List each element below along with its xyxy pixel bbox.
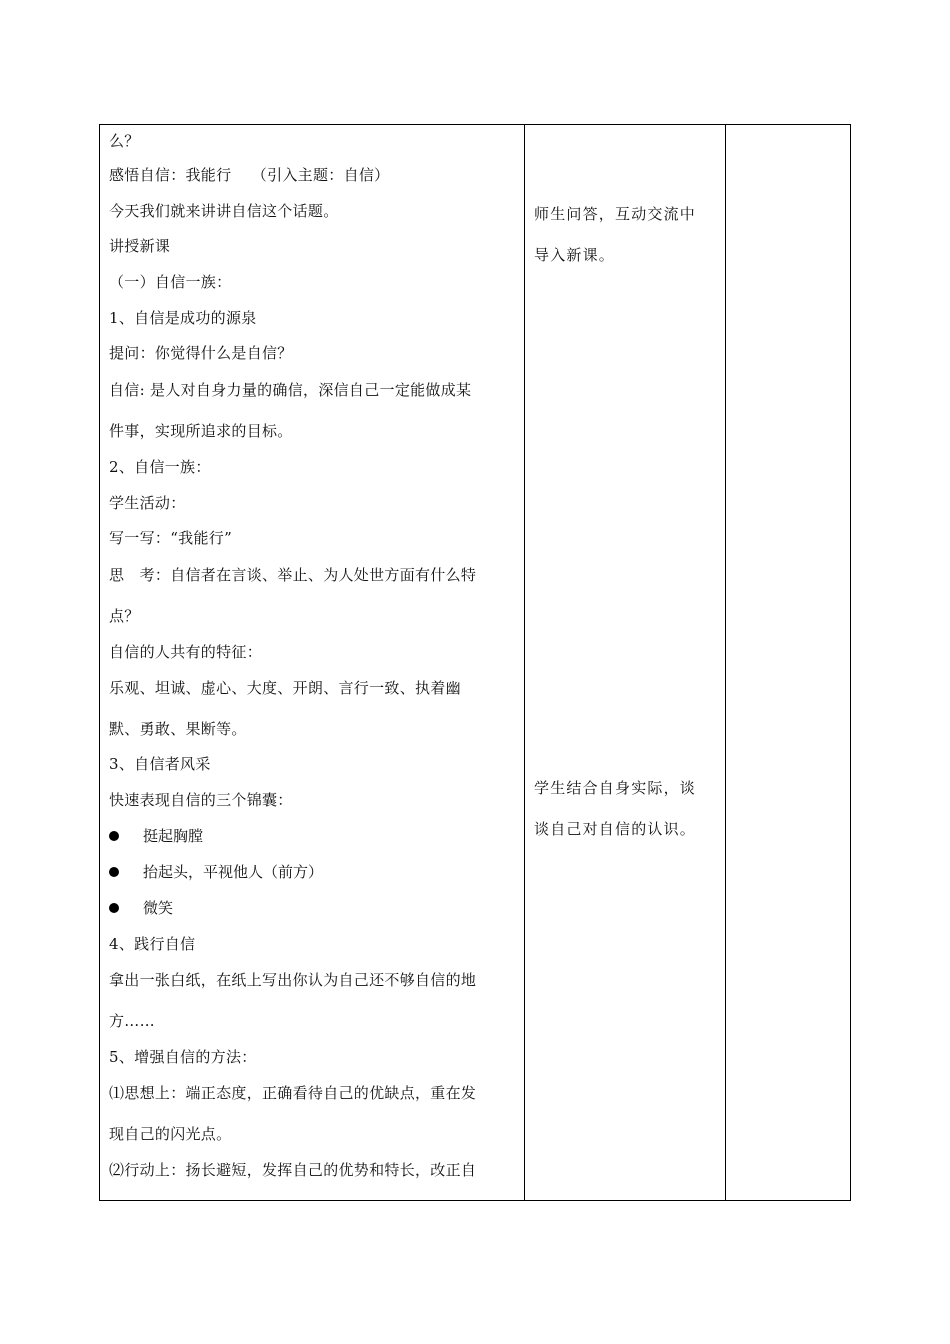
- activity-line: 师生问答，互动交流中: [534, 205, 697, 223]
- content-line: 默、勇敢、果断等。: [109, 720, 247, 738]
- content-line: 件事，实现所追求的目标。: [109, 422, 293, 440]
- content-line: 讲授新课: [109, 237, 171, 255]
- content-line: 现自己的闪光点。: [109, 1125, 232, 1143]
- column-divider: [524, 125, 525, 1200]
- bullet-text: 微笑: [143, 899, 174, 917]
- content-line: 提问：你觉得什么是自信？: [109, 344, 293, 362]
- content-line: 5、增强自信的方法：: [109, 1048, 257, 1066]
- content-line: 思 考：自信者在言谈、举止、为人处世方面有什么特: [109, 566, 477, 584]
- content-line: ⑵行动上：扬长避短，发挥自己的优势和特长，改正自: [109, 1161, 477, 1179]
- content-line: 感悟自信：我能行 （引入主题：自信）: [109, 166, 390, 184]
- content-line: 4、践行自信: [109, 935, 196, 953]
- content-line: 乐观、坦诚、虚心、大度、开朗、言行一致、执着幽: [109, 679, 461, 697]
- content-line: 学生活动：: [109, 494, 186, 512]
- content-line: 自信: 是人对自身力量的确信，深信自己一定能做成某: [109, 381, 472, 399]
- content-line: 拿出一张白纸，在纸上写出你认为自己还不够自信的地: [109, 971, 477, 989]
- content-line: ⑴思想上：端正态度，正确看待自己的优缺点，重在发: [109, 1084, 477, 1102]
- list-item: [109, 862, 323, 882]
- content-line: 点？: [109, 607, 140, 625]
- bullet-icon: [109, 867, 119, 877]
- content-line: 快速表现自信的三个锦囊：: [109, 791, 293, 809]
- bullet-text: 抬起头，平视他人（前方）: [143, 863, 324, 881]
- content-line: 今天我们就来讲讲自信这个话题。: [109, 202, 339, 220]
- content-line: 写一写：“我能行”: [109, 529, 233, 547]
- activity-line: 学生结合自身实际，谈: [534, 779, 697, 797]
- bullet-icon: [109, 903, 119, 913]
- column-divider: [725, 125, 726, 1200]
- content-line: 1、自信是成功的源泉: [109, 309, 257, 327]
- activity-line: 谈自己对自信的认识。: [534, 820, 697, 838]
- bullet-icon: [109, 831, 119, 841]
- list-item: [109, 898, 173, 918]
- lesson-plan-table: [99, 124, 851, 1201]
- list-item: [109, 826, 203, 846]
- content-line: 2、自信一族：: [109, 458, 211, 476]
- content-line: 自信的人共有的特征：: [109, 643, 263, 661]
- content-line: （一）自信一族：: [109, 273, 232, 291]
- content-line: 么？: [109, 132, 140, 150]
- activity-line: 导入新课。: [534, 246, 616, 264]
- content-line: 方……: [109, 1012, 155, 1030]
- bullet-text: 挺起胸膛: [143, 827, 204, 845]
- content-line: 3、自信者风采: [109, 755, 211, 773]
